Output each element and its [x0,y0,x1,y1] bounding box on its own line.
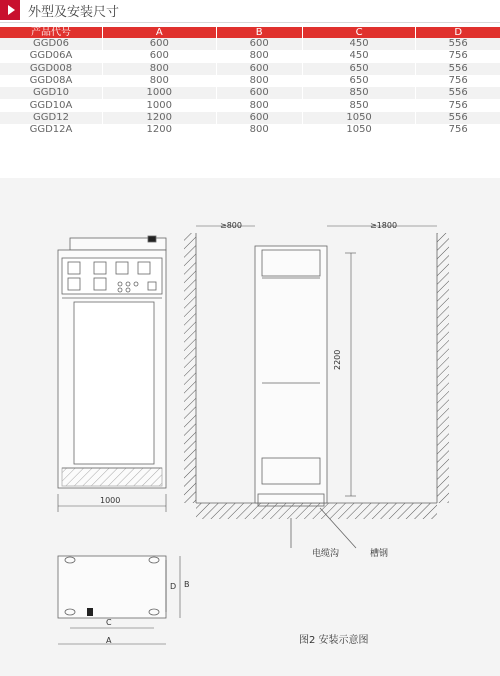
dimension-cell: 756 [448,124,468,136]
product-code-cell: GGD08A [0,75,103,87]
section-header [0,0,500,20]
product-code-cell: GGD12A [0,124,103,136]
dimension-cell: 800 [103,63,217,75]
installation-side-view [184,233,449,548]
dimension-cell: 850 [302,99,416,111]
dimension-cell: 756 [448,50,468,62]
dimension-cell: 1050 [302,112,416,124]
dimension-cell: 556 [448,111,468,123]
plan-dim-b: B [184,580,190,589]
dimension-cell: 800 [216,50,302,62]
dimension-cell: 450 [302,50,416,62]
front-view [58,236,166,488]
dimension-table [0,27,500,136]
dimension-cell: 1000 [103,87,217,99]
dimension-cell: 756 [448,75,468,87]
table-row [0,99,500,111]
dimension-cell: 600 [216,112,302,124]
cable-trench-label: 电缆沟 [312,549,340,559]
product-code-cell: GGD10 [0,87,103,99]
height-label: 2200 [333,349,342,370]
dimension-cell: 800 [216,99,302,111]
dimension-cell: 600 [103,50,217,62]
table-row [0,63,500,75]
column-header: B [216,27,302,38]
table-header-row [0,27,500,38]
product-code-cell: GGD008 [0,63,103,75]
product-code-cell: GGD06A [0,50,103,62]
dimension-cell: 1200 [103,124,217,136]
column-header: D [416,27,500,38]
product-code-cell: GGD06 [0,38,103,50]
dimension-cell: 600 [103,38,217,50]
dimension-cell: 556 [448,38,468,50]
front-width-label: 1000 [100,496,121,505]
dimension-cell: 600 [216,38,302,50]
plan-view [58,556,166,618]
dimension-cell: 650 [302,75,416,87]
column-header: A [103,27,217,38]
dimension-cell: 1200 [103,112,217,124]
clearance-left-label: ≥800 [220,221,242,230]
table-row [0,112,500,124]
clearance-right-label: ≥1800 [370,221,398,230]
product-code-cell: GGD12 [0,112,103,124]
figure-caption: 图2 安装示意图 [299,635,369,646]
dimension-cell: 556 [448,62,468,74]
section-title: 外型及安装尺寸 [28,4,120,20]
table-row [0,87,500,99]
column-header: C [302,27,416,38]
product-code-cell: GGD10A [0,99,103,111]
table-row [0,124,500,136]
table-row [0,75,500,87]
dimension-cell: 1050 [302,124,416,136]
dimension-cell: 1000 [103,99,217,111]
dimension-cell: 800 [216,124,302,136]
channel-steel-label: 槽钢 [370,549,389,559]
dimension-cell: 850 [302,87,416,99]
dimension-cell: 600 [216,87,302,99]
table-row [0,38,500,50]
dimension-cell: 800 [103,75,217,87]
dimension-cell: 650 [302,63,416,75]
dimension-cell: 450 [302,38,416,50]
column-header: 产品代号 [0,27,103,38]
play-arrow-icon [0,0,20,20]
divider [0,22,500,23]
plan-dim-a: A [106,636,112,645]
dimension-cell: 556 [448,87,468,99]
plan-dim-d: D [170,582,177,591]
dimension-cell: 756 [448,99,468,111]
dimension-cell: 800 [216,75,302,87]
plan-dim-c: C [106,618,112,627]
dimension-cell: 600 [216,63,302,75]
installation-drawing [0,178,500,676]
table-row [0,50,500,62]
